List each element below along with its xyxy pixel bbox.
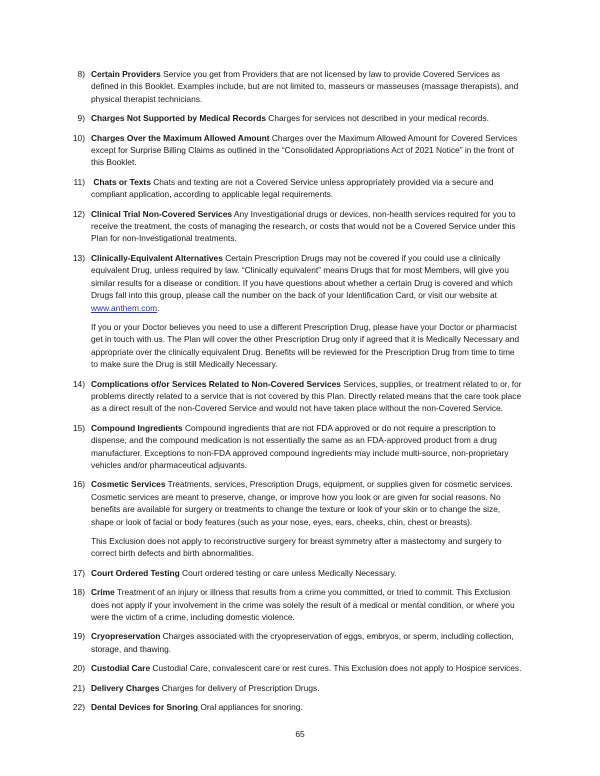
list-item-body (91, 252, 522, 314)
list-item-marker: 18) (72, 587, 85, 598)
list-item-term: Chats or Texts (91, 176, 151, 187)
list-item-body (91, 68, 522, 105)
list-item-text: Treatment of an injury or illness that results from a crime you committed, or tried to commit. This Exclusion does not apply if your involvement in the crime was solely the result of a medical or mental condition, or where you were the victim of a crime, including domestic violence. (91, 587, 515, 623)
list-item-marker: 9) (77, 113, 85, 124)
list-item (62, 630, 522, 655)
list-item-marker: 22) (72, 702, 85, 713)
list-item (62, 662, 522, 674)
list-item (62, 586, 522, 623)
list-item-marker: 12) (72, 208, 85, 219)
list-item-body (91, 586, 522, 623)
list-item (62, 208, 522, 245)
list-item-term: Cryopreservation (91, 631, 161, 642)
list-item-body (91, 422, 522, 472)
list-item (62, 68, 522, 105)
list-item-term: Compound Ingredients (91, 422, 183, 433)
list-item-term: Clinical Trial Non-Covered Services (91, 208, 233, 219)
anthem-website-link[interactable]: www.anthem.com (91, 302, 158, 313)
list-item-text: Charges associated with the cryopreservation of eggs, embryos, or sperm, including collection, storage, and thawing. (91, 631, 514, 654)
list-item-body (91, 567, 522, 579)
list-item (62, 567, 522, 579)
list-item-term: Delivery Charges (91, 682, 160, 693)
list-item-marker: 20) (72, 663, 85, 674)
list-item-marker: 16) (72, 479, 85, 490)
list-item-marker: 19) (72, 631, 85, 642)
list-item-marker: 10) (72, 132, 85, 143)
list-item-term: Custodial Care (91, 663, 151, 674)
list-item-body (91, 112, 522, 124)
list-item (62, 422, 522, 472)
list-item-body (91, 208, 522, 245)
list-item-term: Court Ordered Testing (91, 567, 180, 578)
exclusions-list (62, 68, 522, 720)
list-item-text: Treatments, services, Prescription Drugs, equipment, or supplies given for cosmetic services. Cosmetic services are meant to preserve, change, or improve how you look or are given for social reasons. No benefits are available for surgery or treatments to change the texture or look of your skin or to change the size, shape or look of facial or body features (such as your nose, eyes, ears, cheeks, chin, chest or breasts). (91, 479, 513, 527)
list-item-marker: 21) (72, 682, 85, 693)
list-item (62, 252, 522, 314)
list-item-body (91, 478, 522, 528)
continuation-paragraph-13: If you or your Doctor believes you need to use a different Prescription Drug, please have your Doctor or pharmacist get in touch with us. The Plan will cover the other Prescription Drug only if agreed that it is Medically Necessary and appropriate over the clinically equivalent Drug. Benefits will be reviewed for the Prescription Drug from time to time to make sure the Drug is still Medically Necessary. (91, 321, 520, 370)
list-item-text: Charges over the Maximum Allowed Amount for Covered Services except for Surprise Billing Claims as outlined in the “Consolidated Appropriations Act of 2021 Notice” in the front of this Booklet. (91, 132, 518, 168)
list-item-text-after: . (157, 302, 160, 313)
list-item-text: Charges for services not described in your medical records. (265, 113, 489, 124)
list-item-body (91, 176, 522, 201)
list-item-text: Services, supplies, or treatment related to or, for problems directly related to a service that is not covered by this Plan. Directly related means that the care took place as a direct result of the non-Covered Service and would not have taken place without the non-Covered Service. (91, 378, 522, 414)
list-item-term: Charges Not Supported by Medical Records (91, 113, 266, 124)
list-item-body (91, 682, 522, 694)
page-number: 65 (295, 729, 305, 739)
list-item-term: Complications of/or Services Related to Non-Covered Services (91, 378, 341, 389)
list-item-text: Compound ingredients that are not FDA approved or do not require a prescription to dispense, and the compound medication is not essentially the same as an FDA-approved product from a drug manufacturer. Exceptions to non-FDA approved compound ingredients may include multi-source, non-proprietary vehicles and/or pharmaceutical adjuvants. (91, 422, 509, 470)
list-item-text: Oral appliances for snoring. (198, 702, 303, 713)
list-item-text: Charges for delivery of Prescription Drugs. (159, 682, 320, 693)
list-item-marker: 11) (73, 176, 85, 187)
list-item-text: Court ordered testing or care unless Medically Necessary. (179, 567, 397, 578)
list-item-marker: 17) (72, 567, 85, 578)
list-item-marker: 14) (72, 378, 85, 389)
continuation-paragraph-16: This Exclusion does not apply to reconstructive surgery for breast symmetry after a mastectomy and surgery to correct birth defects and birth abnormalities. (91, 536, 502, 559)
list-item-body (91, 662, 522, 674)
list-item-text: Chats and texting are not a Covered Service unless appropriately provided via a secure and compliant application, according to applicable legal requirements. (91, 176, 494, 200)
list-item-body (91, 378, 522, 415)
list-item (62, 682, 522, 694)
list-item-term: Crime (91, 587, 115, 598)
list-item-text: Certain Prescription Drugs may not be covered if you could use a clinically equivalent Drug, unless required by law. “Clinically equivalent” means Drugs that for most Members, will give you similar results for a disease or condition. If you have questions about whether a certain Drug is covered and which Drugs fall into this group, please call the number on the back of your Identification Card, or visit our website at (91, 252, 513, 301)
list-item (62, 478, 522, 528)
list-item-term: Clinically-Equivalent Alternatives (91, 252, 223, 263)
list-item-body (91, 630, 522, 655)
list-item (62, 378, 522, 415)
list-item-text: Any Investigational drugs or devices, non-health services required for you to receive the treatment, the costs of managing the research, or costs that would not be a Covered Service under this Plan for non-Investigational treatments. (91, 208, 516, 244)
list-item-text: Custodial Care, convalescent care or rest cures. This Exclusion does not apply to Hospice services. (150, 663, 522, 674)
list-item-body (91, 132, 522, 169)
list-item (62, 176, 522, 201)
list-item-marker: 15) (72, 422, 85, 433)
list-item-term: Dental Devices for Snoring (91, 702, 199, 713)
list-item (62, 132, 522, 169)
list-item-marker: 8) (77, 69, 85, 79)
list-item-term: Charges Over the Maximum Allowed Amount (91, 132, 270, 143)
list-item-term: Certain Providers (91, 69, 161, 79)
list-item-marker: 13) (72, 252, 85, 263)
list-item-text: Service you get from Providers that are not licensed by law to provide Covered Services as defined in this Booklet. Examples include, but are not limited to, masseurs or masseuses (massage therapists), and physical therapist technicians. (91, 69, 519, 104)
list-item-term: Cosmetic Services (91, 479, 166, 490)
list-item-body (91, 701, 522, 713)
list-item (62, 112, 522, 124)
list-item (62, 701, 522, 713)
